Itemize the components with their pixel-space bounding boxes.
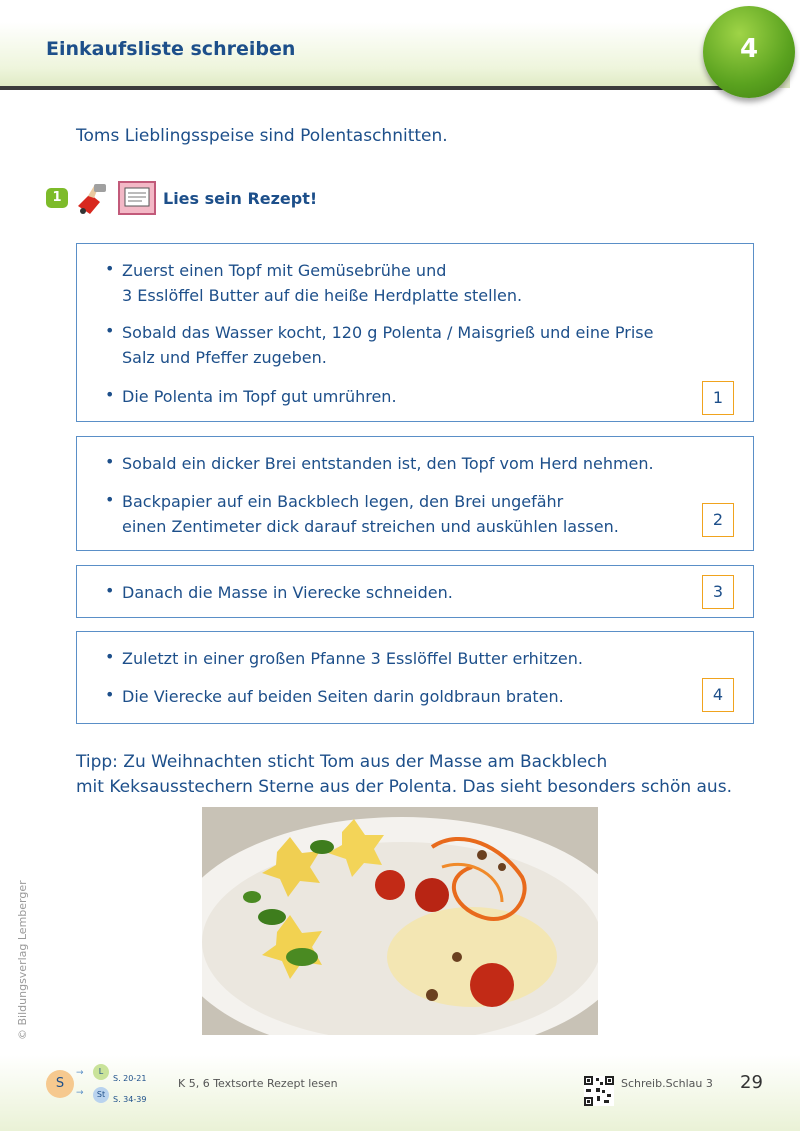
bullet: • — [105, 259, 115, 278]
task-number: 1 — [46, 188, 68, 208]
bullet: • — [105, 581, 115, 600]
step-text: Sobald ein dicker Brei entstanden ist, den Topf vom Herd nehmen. — [122, 454, 654, 473]
task-instruction: Lies sein Rezept! — [163, 189, 318, 208]
step-text: einen Zentimeter dick darauf streichen und auskühlen lassen. — [122, 517, 619, 536]
qr-code-icon — [584, 1076, 614, 1106]
task-heading — [46, 178, 546, 222]
computer-screen-icon — [118, 180, 156, 216]
recipe-step-box-2 — [76, 436, 754, 551]
bullet: • — [105, 321, 115, 340]
book-title: Schreib.Schlau 3 — [621, 1077, 713, 1090]
st-reference: S. 34-39 — [113, 1095, 147, 1104]
l-badge: L — [93, 1064, 109, 1080]
bullet: • — [105, 647, 115, 666]
pointing-hand-icon — [74, 180, 108, 216]
step-number-box: 3 — [702, 575, 734, 609]
tip-line-2: mit Keksausstechern Sterne aus der Polenta. Das sieht besonders schön aus. — [76, 777, 732, 797]
page-title: Einkaufsliste schreiben — [46, 38, 296, 60]
polenta-dish-photo — [202, 807, 598, 1035]
copyright-notice: © Bildungsverlag Lemberger — [16, 880, 29, 1040]
arrow-icon: → — [76, 1068, 84, 1078]
step-text: Sobald das Wasser kocht, 120 g Polenta / Maisgrieß und eine Prise — [122, 323, 654, 342]
tip-line-1: Tipp: Zu Weihnachten sticht Tom aus der Masse am Backblech — [76, 752, 608, 772]
step-number-box: 2 — [702, 503, 734, 537]
bullet: • — [105, 452, 115, 471]
step-text: Zuletzt in einer großen Pfanne 3 Esslöffel Butter erhitzen. — [122, 649, 583, 668]
recipe-step-box-3 — [76, 565, 754, 618]
intro-text: Toms Lieblingsspeise sind Polentaschnitten. — [76, 126, 448, 146]
step-text: Zuerst einen Topf mit Gemüsebrühe und — [122, 261, 447, 280]
step-text: Backpapier auf ein Backblech legen, den Brei ungefähr — [122, 492, 564, 511]
chapter-badge-number: 4 — [739, 34, 759, 64]
step-text: Danach die Masse in Vierecke schneiden. — [122, 583, 453, 602]
st-badge: St — [93, 1087, 109, 1103]
step-number-box: 1 — [702, 381, 734, 415]
tip-text — [76, 750, 766, 800]
header-divider — [0, 86, 760, 90]
page-number: 29 — [740, 1072, 763, 1093]
competence-note: K 5, 6 Textsorte Rezept lesen — [178, 1077, 338, 1090]
s-badge: S — [46, 1070, 74, 1098]
bullet: • — [105, 685, 115, 704]
arrow-icon: → — [76, 1088, 84, 1098]
step-number-box: 4 — [702, 678, 734, 712]
step-text: Salz und Pfeffer zugeben. — [122, 348, 327, 367]
recipe-step-box-1 — [76, 243, 754, 422]
page-footer — [0, 1055, 800, 1131]
recipe-step-box-4 — [76, 631, 754, 724]
page-header — [0, 0, 800, 100]
step-text: Die Polenta im Topf gut umrühren. — [122, 387, 397, 406]
l-reference: S. 20-21 — [113, 1074, 147, 1083]
bullet: • — [105, 385, 115, 404]
bullet: • — [105, 490, 115, 509]
step-text: 3 Esslöffel Butter auf die heiße Herdplatte stellen. — [122, 286, 523, 305]
chapter-badge — [703, 6, 795, 98]
step-text: Die Vierecke auf beiden Seiten darin goldbraun braten. — [122, 687, 564, 706]
